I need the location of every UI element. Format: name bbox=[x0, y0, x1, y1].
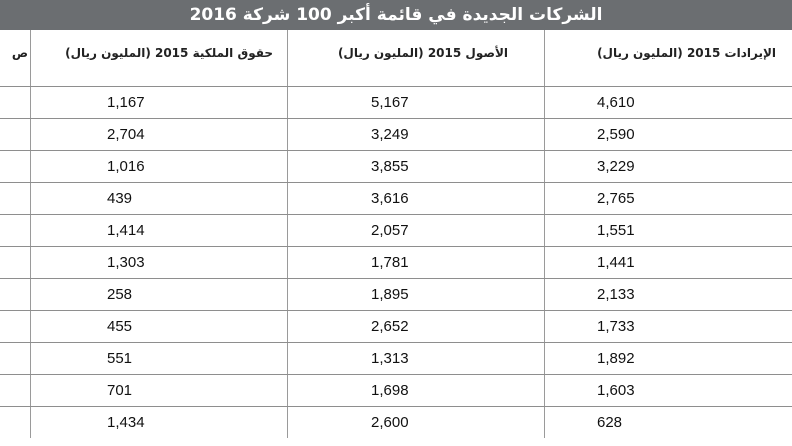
cell-equity: 1,016 bbox=[30, 151, 287, 182]
cell-partial bbox=[0, 311, 30, 342]
cell-equity: 439 bbox=[30, 183, 287, 214]
cell-revenue: 1,892 bbox=[544, 343, 792, 374]
table-title: الشركات الجديدة في قائمة أكبر 100 شركة 2016 bbox=[0, 0, 792, 30]
cell-revenue: 3,229 bbox=[544, 151, 792, 182]
cell-equity: 258 bbox=[30, 279, 287, 310]
cell-revenue: 1,603 bbox=[544, 375, 792, 406]
cell-partial bbox=[0, 375, 30, 406]
column-header-row bbox=[0, 30, 792, 86]
cell-partial bbox=[0, 215, 30, 246]
table-row bbox=[0, 406, 792, 438]
column-header-revenue: الإيرادات 2015 (المليون ريال) bbox=[544, 30, 792, 86]
table-row bbox=[0, 374, 792, 406]
cell-assets: 3,616 bbox=[287, 183, 544, 214]
cell-revenue: 1,441 bbox=[544, 247, 792, 278]
cell-assets: 1,781 bbox=[287, 247, 544, 278]
cell-equity: 1,434 bbox=[30, 407, 287, 438]
cell-revenue: 628 bbox=[544, 407, 792, 438]
table-row bbox=[0, 182, 792, 214]
cell-revenue: 2,133 bbox=[544, 279, 792, 310]
table-row bbox=[0, 118, 792, 150]
column-header-partial: ص bbox=[11, 46, 28, 60]
cell-assets: 2,057 bbox=[287, 215, 544, 246]
cell-equity: 1,303 bbox=[30, 247, 287, 278]
table-row bbox=[0, 150, 792, 182]
cell-equity: 1,414 bbox=[30, 215, 287, 246]
cell-assets: 1,895 bbox=[287, 279, 544, 310]
column-header-equity: حقوق الملكية 2015 (المليون ريال) bbox=[30, 30, 287, 86]
cell-partial bbox=[0, 343, 30, 374]
table-row bbox=[0, 214, 792, 246]
table-row bbox=[0, 278, 792, 310]
cell-equity: 551 bbox=[30, 343, 287, 374]
cell-assets: 3,249 bbox=[287, 119, 544, 150]
cell-assets: 1,313 bbox=[287, 343, 544, 374]
cell-revenue: 4,610 bbox=[544, 87, 792, 118]
cell-revenue: 1,733 bbox=[544, 311, 792, 342]
cell-revenue: 2,590 bbox=[544, 119, 792, 150]
cell-revenue: 1,551 bbox=[544, 215, 792, 246]
cell-assets: 2,652 bbox=[287, 311, 544, 342]
cell-equity: 2,704 bbox=[30, 119, 287, 150]
cell-partial bbox=[0, 119, 30, 150]
cell-partial bbox=[0, 279, 30, 310]
table-row bbox=[0, 310, 792, 342]
cell-partial bbox=[0, 183, 30, 214]
cell-equity: 1,167 bbox=[30, 87, 287, 118]
table-row bbox=[0, 246, 792, 278]
cell-revenue: 2,765 bbox=[544, 183, 792, 214]
cell-partial bbox=[0, 247, 30, 278]
table-row bbox=[0, 86, 792, 118]
cell-equity: 701 bbox=[30, 375, 287, 406]
column-header-assets: الأصول 2015 (المليون ريال) bbox=[287, 30, 544, 86]
table-row bbox=[0, 342, 792, 374]
cell-partial bbox=[0, 151, 30, 182]
cell-assets: 2,600 bbox=[287, 407, 544, 438]
cell-assets: 1,698 bbox=[287, 375, 544, 406]
cell-partial bbox=[0, 87, 30, 118]
table-body bbox=[0, 86, 792, 438]
cell-assets: 5,167 bbox=[287, 87, 544, 118]
cell-equity: 455 bbox=[30, 311, 287, 342]
cell-assets: 3,855 bbox=[287, 151, 544, 182]
cell-partial bbox=[0, 407, 30, 438]
